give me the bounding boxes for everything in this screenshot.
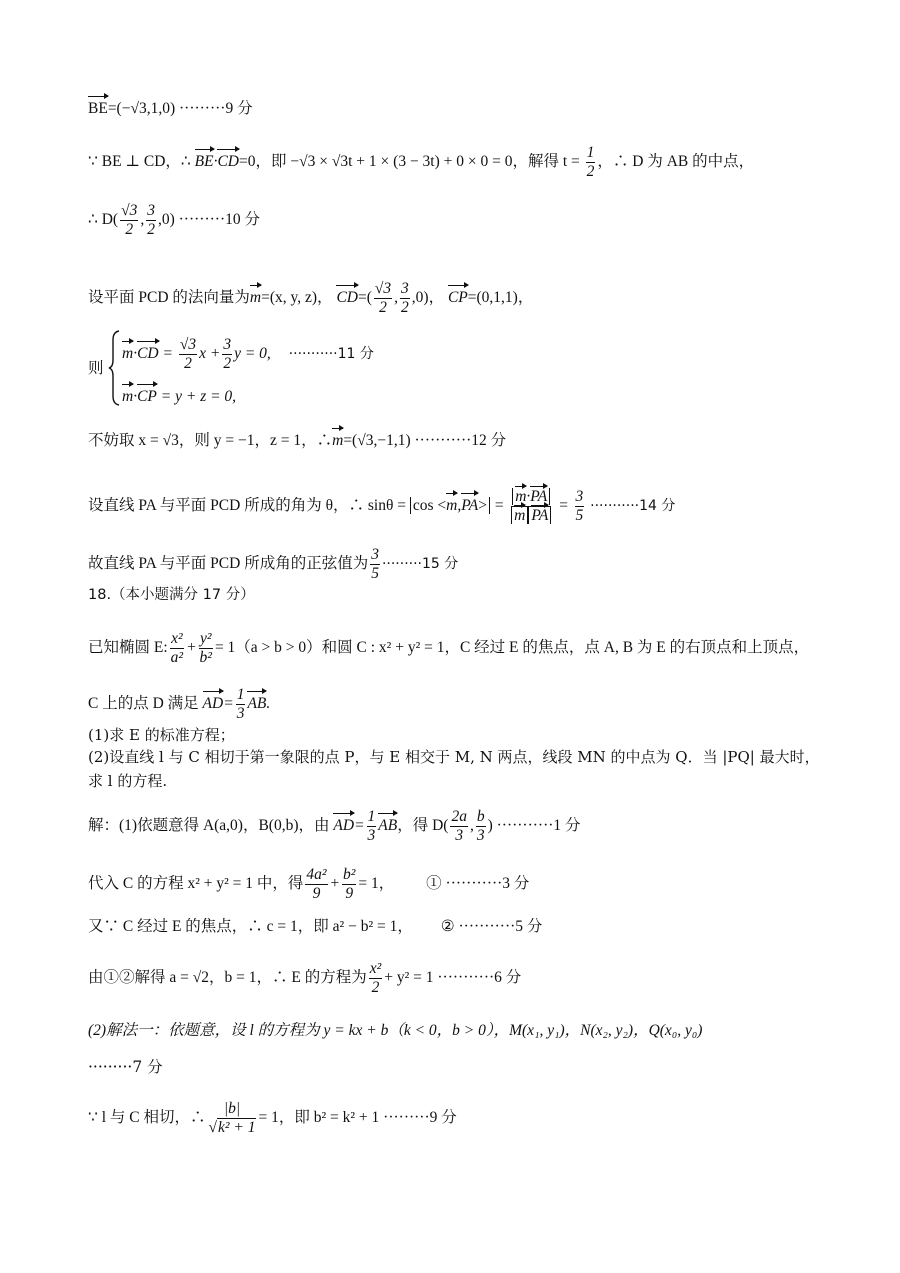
system-label: 则	[88, 360, 104, 377]
line-sin-theta: 设直线 PA 与平面 PCD 所成的角为 θ，∴ sinθ = cos <m,PA> = $\frac{m\cdot PA}{\text{m PA}}$ = $\frac{3}{5}$ ···········14 分	[88, 488, 676, 524]
problem-statement-1: 已知椭圆 E: $\frac{\text{x²}}{\text{a²}}$ + $\frac{\text{y²}}{\text{b²}}$ = 1（a > b > 0）和圆 C : x² + y² = 1，C 经过 E 的焦点，点 A, B 为 E 的右顶点和上顶点，	[88, 630, 810, 666]
fraction-dot-over-norms: $\frac{m\cdot PA}{\text{m PA}}$	[510, 488, 552, 525]
fraction-b-3: $\frac{b}{3}$	[476, 808, 485, 844]
fraction-2a-3: $\frac{2a}{3}$	[451, 808, 467, 844]
fraction-3-2: $\frac{3}{2}$	[401, 280, 409, 316]
solution-tangent: ∵ l 与 C 相切，∴ $\frac{|b|}{\text{√k² + 1}}$ = 1，即 b² = k² + 1 ·········9 分	[88, 1100, 457, 1136]
fraction-1-3: $\frac{1}{3}$	[367, 808, 376, 844]
line-normal-vector: 设平面 PCD 的法向量为m=(x, y, z)， CD=( $\frac{√3}{2}$ , $\frac{3}{2}$ ,0)， CP=(0,1,1)，	[88, 280, 534, 316]
left-brace-icon	[108, 330, 120, 406]
fraction-distance: $\frac{|b|}{\text{√k² + 1}}$	[208, 1100, 256, 1136]
fraction-4a2-9: $\frac{\text{4a²}}{9}$	[306, 866, 327, 902]
vector-be: BE	[88, 98, 108, 120]
question-1: (1)求 E 的标准方程；	[88, 726, 235, 744]
line-choose-x: 不妨取 x = √3，则 y = −1，z = 1，∴m=(√3,−1,1) ···········12 分	[88, 430, 506, 452]
solution-line-1: 解：(1)依题意得 A(a,0)，B(0,b)，由 AD= $\frac{1}{3}$ AB，得 D( $\frac{2a}{3}$ , $\frac{b}{3}$ ) ···········1 分	[88, 808, 581, 844]
fraction-x2-2: $\frac{\text{x²}}{2}$	[369, 960, 382, 996]
fraction-1-3: $\frac{1}{3}$	[236, 686, 245, 722]
fraction-b2-9: $\frac{\text{b²}}{9}$	[343, 866, 356, 902]
fraction-root3-2: $\frac{√3}{2}$	[374, 280, 392, 316]
score-7: ·········7 分	[88, 1058, 163, 1076]
system-row-2: m·CP = y + z = 0,	[122, 386, 236, 408]
fraction-3-2: $\frac{3}{2}$	[147, 202, 155, 238]
question-2: (2)设直线 l 与 C 相切于第一象限的点 P，与 E 相交于 M, N 两点，线段 MN 的中点为 Q．当 |PQ| 最大时，	[88, 748, 820, 766]
vector-m: m	[250, 287, 261, 309]
abs-cos: cos <m,PA>	[410, 497, 490, 514]
line-be-vector: BE=(−√3,1,0) ·········9 分	[88, 98, 253, 120]
line-conclusion: 故直线 PA 与平面 PCD 所成角的正弦值为 $\frac{3}{5}$ ·········15 分	[88, 546, 459, 582]
system-row-1: m·CD = $\frac{√3}{2}$ x + $\frac{3}{2}$ y = 0, ···········11 分	[122, 336, 374, 372]
fraction-x2-a2: $\frac{\text{x²}}{\text{a²}}$	[170, 630, 184, 666]
vector-be: BE	[195, 151, 214, 173]
fraction-y2-b2: $\frac{\text{y²}}{\text{b²}}$	[199, 630, 212, 666]
solution-line-3: 又∵ C 经过 E 的焦点，∴ c = 1，即 a² − b² = 1， ② ···········5 分	[88, 918, 543, 935]
problem-statement-2: C 上的点 D 满足 AD= $\frac{1}{3}$ AB.	[88, 686, 271, 722]
fraction-root3-2: $\frac{√3}{2}$	[121, 202, 138, 238]
solution-method-1: (2)解法一：依题意，设 l 的方程为 y = kx + b（k < 0，b > 0），M(x₁, y₁)，N(x₂, y₂)，Q(x₀, y₀)	[88, 1022, 703, 1039]
fraction-3-5: $\frac{3}{5}$	[371, 546, 379, 582]
fraction-root3-2: $\frac{√3}{2}$	[179, 336, 197, 372]
problem-heading: 18.（本小题满分 17 分）	[88, 587, 255, 603]
vector-cd: CD	[217, 151, 239, 173]
vector-cd: CD	[336, 287, 358, 309]
fraction-3-2: $\frac{3}{2}$	[223, 336, 232, 372]
line-point-d: ∴ D( $\frac{√3}{2}$ , $\frac{3}{2}$ ,0) ·········10 分	[88, 202, 260, 238]
solution-line-2: 代入 C 的方程 x² + y² = 1 中，得 $\frac{\text{4a²}}{9}$ + $\frac{\text{b²}}{9}$ = 1， ① ···········3 分	[88, 866, 530, 902]
line-perpendicular: ∵ BE ⊥ CD，∴ BE·CD=0，即 −√3 × √3t + 1 × (3 − 3t) + 0 × 0 = 0，解得 t = $\frac{1}{2}$ ，∴ D 为 AB 的中点，	[88, 144, 755, 180]
fraction-3-5: $\frac{3}{5}$	[575, 488, 584, 524]
vector-cp: CP	[448, 287, 468, 309]
solution-line-4: 由①②解得 a = √2，b = 1，∴ E 的方程为 $\frac{\text{x²}}{2}$ + y² = 1 ···········6 分	[88, 960, 522, 996]
score-11: ···········11 分	[288, 346, 374, 363]
fraction-half: $\frac{1}{2}$	[586, 144, 595, 180]
question-2-cont: 求 l 的方程.	[88, 772, 168, 790]
